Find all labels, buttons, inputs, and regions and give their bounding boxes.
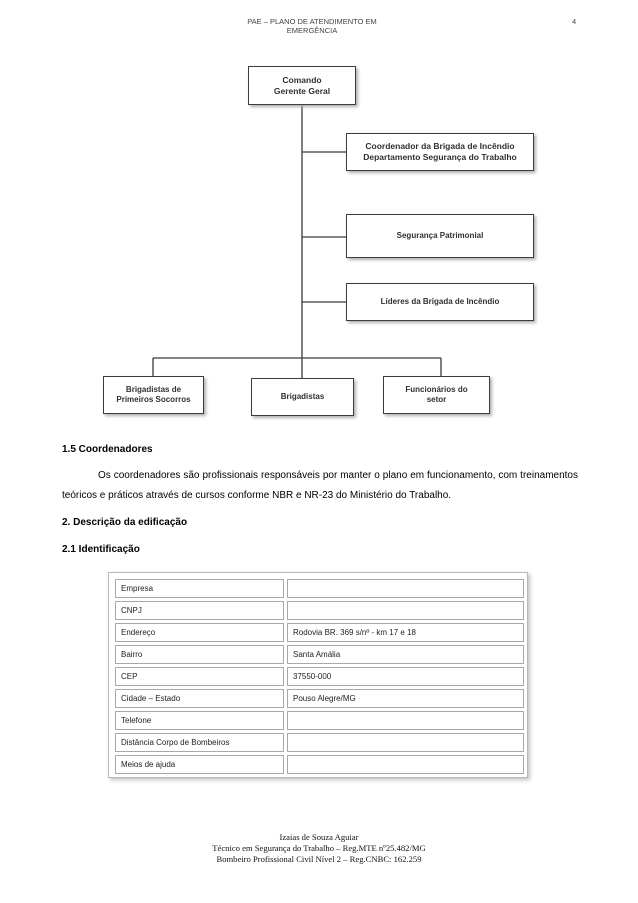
table-value-cell: 37550-000 xyxy=(287,667,524,686)
footer-registration-cnbc: Bombeiro Profissional Civil Nível 2 – Reg.CNBC: 162.259 xyxy=(216,854,422,864)
employees-line2: setor xyxy=(426,395,447,404)
table-label-cell: Cidade – Estado xyxy=(115,689,284,708)
table-label-cell: CNPJ xyxy=(115,601,284,620)
section-1-5-text: Os coordenadores são profissionais responsáveis por manter o plano em funcionamento, com treinamentos teóricos e práticos através de cursos conforme NBR e NR-23 do Ministério do Trabalho. xyxy=(62,470,578,501)
brigadistas-label: Brigadistas xyxy=(280,392,325,401)
table-value-cell xyxy=(287,711,524,730)
leaders-label: Líderes da Brigada de Incêndio xyxy=(380,297,500,306)
org-box-first-aid xyxy=(103,376,204,414)
first-aid-line2: Primeiros Socorros xyxy=(116,395,191,404)
employees-line1: Funcionários do xyxy=(405,385,468,394)
org-box-leaders xyxy=(346,283,534,321)
org-box-coordinator xyxy=(346,133,534,171)
table-value-cell: Santa Amália xyxy=(287,645,524,664)
org-box-security xyxy=(346,214,534,258)
coordinator-label: Coordenador da Brigada de Incêndio xyxy=(365,141,515,151)
org-chart xyxy=(0,0,638,440)
org-box-employees xyxy=(383,376,490,414)
table-label-cell: Endereço xyxy=(115,623,284,642)
table-value-cell xyxy=(287,755,524,774)
section-1-5-paragraph xyxy=(62,466,578,506)
table-value-cell xyxy=(287,733,524,752)
section-1-5-title: 1.5 Coordenadores xyxy=(62,444,153,455)
table-label-cell: Telefone xyxy=(115,711,284,730)
command-label: Comando xyxy=(282,74,322,85)
section-2-title: 2. Descrição da edificação xyxy=(62,517,188,528)
security-label: Segurança Patrimonial xyxy=(396,231,484,240)
table-label-cell: Meios de ajuda xyxy=(115,755,284,774)
table-value-cell: Rodovia BR. 369 s/nº - km 17 e 18 xyxy=(287,623,524,642)
header-title: PAE – PLANO DE ATENDIMENTO EM EMERGÊNCIA xyxy=(247,17,377,35)
table-label-cell: Distância Corpo de Bombeiros xyxy=(115,733,284,752)
general-manager-label: Gerente Geral xyxy=(273,85,331,96)
page-footer xyxy=(0,832,638,865)
page-number: 4 xyxy=(572,17,577,26)
table-label-cell: Bairro xyxy=(115,645,284,664)
identification-table xyxy=(108,572,528,778)
table-value-cell xyxy=(287,601,524,620)
table-value-cell: Pouso Alegre/MG xyxy=(287,689,524,708)
org-box-brigadistas xyxy=(251,378,354,416)
table-value-cell xyxy=(287,579,524,598)
org-box-command xyxy=(248,66,356,105)
table-label-cell: Empresa xyxy=(115,579,284,598)
table-label-cell: CEP xyxy=(115,667,284,686)
footer-registration-mte: Técnico em Segurança do Trabalho – Reg.MTE nº25.482/MG xyxy=(212,843,426,853)
department-label: Departamento Segurança do Trabalho xyxy=(363,152,517,162)
section-2-1-title: 2.1 Identificação xyxy=(62,544,140,555)
footer-author: Izaias de Souza Aguiar xyxy=(279,832,359,842)
first-aid-line1: Brigadistas de xyxy=(125,385,182,394)
